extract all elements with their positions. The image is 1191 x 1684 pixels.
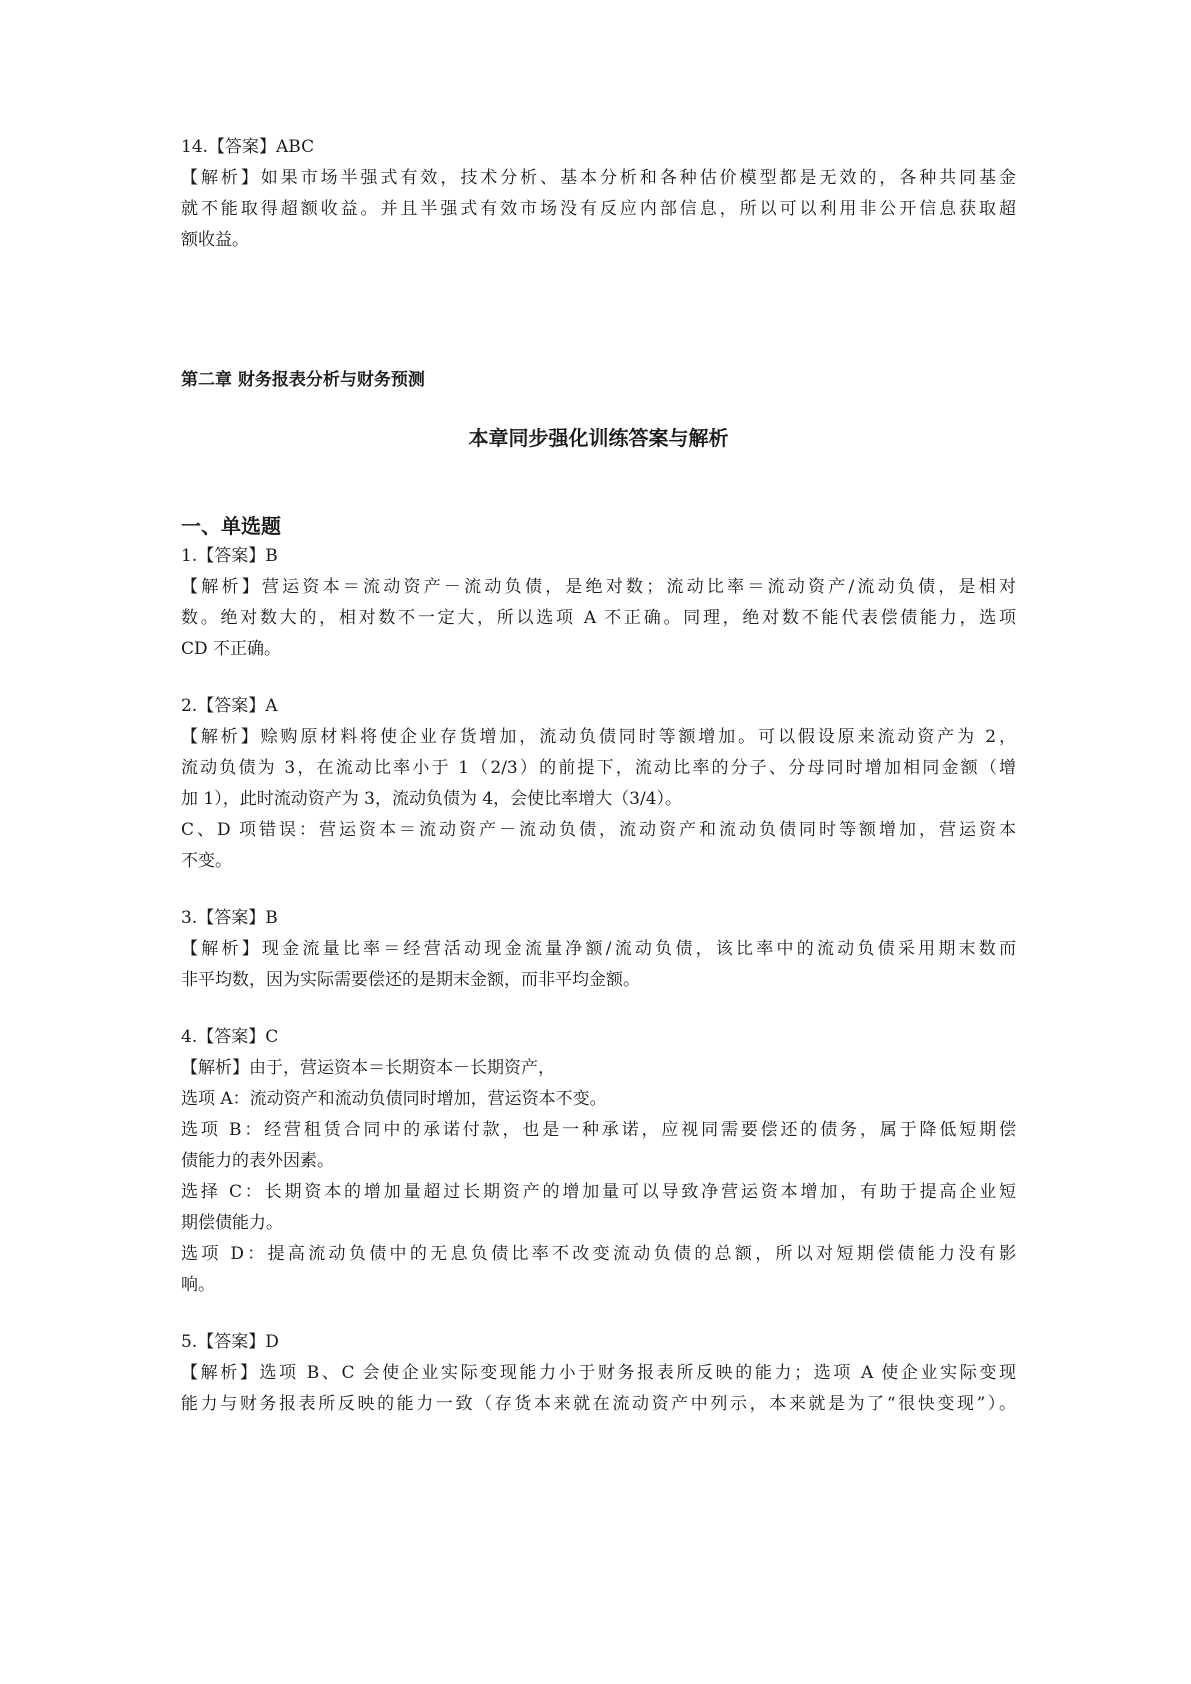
q14-analysis-line-1: 【解析】如果市场半强式有效，技术分析、基本分析和各种估价模型都是无效的，各种共同基金	[181, 168, 1016, 188]
q5-answer: 5.【答案】D	[181, 1332, 279, 1352]
q4-analysis-line-1: 【解析】由于，营运资本＝长期资本－长期资产，	[181, 1058, 555, 1078]
q2-analysis-line-3: 加 1），此时流动资产为 3，流动负债为 4，会使比率增大（3/4）。	[181, 789, 683, 809]
q4-analysis-line-3: 选项 B：经营租赁合同中的承诺付款，也是一种承诺，应视同需要偿还的债务，属于降低短期偿	[181, 1120, 1016, 1140]
q14-analysis-line-3: 额收益。	[181, 230, 249, 250]
q2-analysis-line-5: 不变。	[181, 851, 232, 871]
q4-analysis-line-4: 债能力的表外因素。	[181, 1151, 334, 1171]
q1-analysis-line-2: 数。绝对数大的，相对数不一定大，所以选项 A 不正确。同理，绝对数不能代表偿债能力，选项	[181, 608, 1016, 628]
q14-answer: 14.【答案】ABC	[181, 137, 315, 157]
chapter-title: 第二章 财务报表分析与财务预测	[181, 370, 425, 390]
q3-analysis-line-2: 非平均数，因为实际需要偿还的是期末金额，而非平均金额。	[181, 970, 640, 990]
q5-analysis-line-2: 能力与财务报表所反映的能力一致（存货本来就在流动资产中列示，本来就是为了“很快变现”）。	[181, 1394, 1016, 1414]
q4-analysis-line-5: 选择 C：长期资本的增加量超过长期资产的增加量可以导致净营运资本增加，有助于提高企业短	[181, 1182, 1016, 1202]
q4-analysis-line-8: 响。	[181, 1275, 215, 1295]
q3-analysis-line-1: 【解析】现金流量比率＝经营活动现金流量净额/流动负债，该比率中的流动负债采用期末数而	[181, 939, 1016, 959]
q2-analysis-line-4: C、D 项错误：营运资本＝流动资产－流动负债，流动资产和流动负债同时等额增加，营运资本	[181, 820, 1016, 840]
q4-analysis-line-6: 期偿债能力。	[181, 1213, 283, 1233]
q5-analysis-line-1: 【解析】选项 B、C 会使企业实际变现能力小于财务报表所反映的能力；选项 A 使企业实际变现	[181, 1363, 1016, 1383]
q1-analysis-line-1: 【解析】营运资本＝流动资产－流动负债，是绝对数；流动比率＝流动资产/流动负债，是相对	[181, 577, 1016, 597]
q14-analysis-line-2: 就不能取得超额收益。并且半强式有效市场没有反应内部信息，所以可以利用非公开信息获取超	[181, 199, 1016, 219]
q4-analysis-line-2: 选项 A：流动资产和流动负债同时增加，营运资本不变。	[181, 1089, 607, 1109]
q4-answer: 4.【答案】C	[181, 1027, 279, 1047]
q1-analysis-line-3: CD 不正确。	[181, 639, 282, 659]
q2-answer: 2.【答案】A	[181, 696, 278, 716]
q2-analysis-line-1: 【解析】赊购原材料将使企业存货增加，流动负债同时等额增加。可以假设原来流动资产为 2，	[181, 727, 1016, 747]
subsection-title: 一、单选题	[181, 514, 281, 538]
q2-analysis-line-2: 流动负债为 3，在流动比率小于 1（2/3）的前提下，流动比率的分子、分母同时增加相同金额（增	[181, 758, 1016, 778]
q3-answer: 3.【答案】B	[181, 908, 278, 928]
section-title: 本章同步强化训练答案与解析	[468, 426, 729, 450]
q4-analysis-line-7: 选项 D：提高流动负债中的无息负债比率不改变流动负债的总额，所以对短期偿债能力没有影	[181, 1244, 1016, 1264]
q1-answer: 1.【答案】B	[181, 546, 278, 566]
